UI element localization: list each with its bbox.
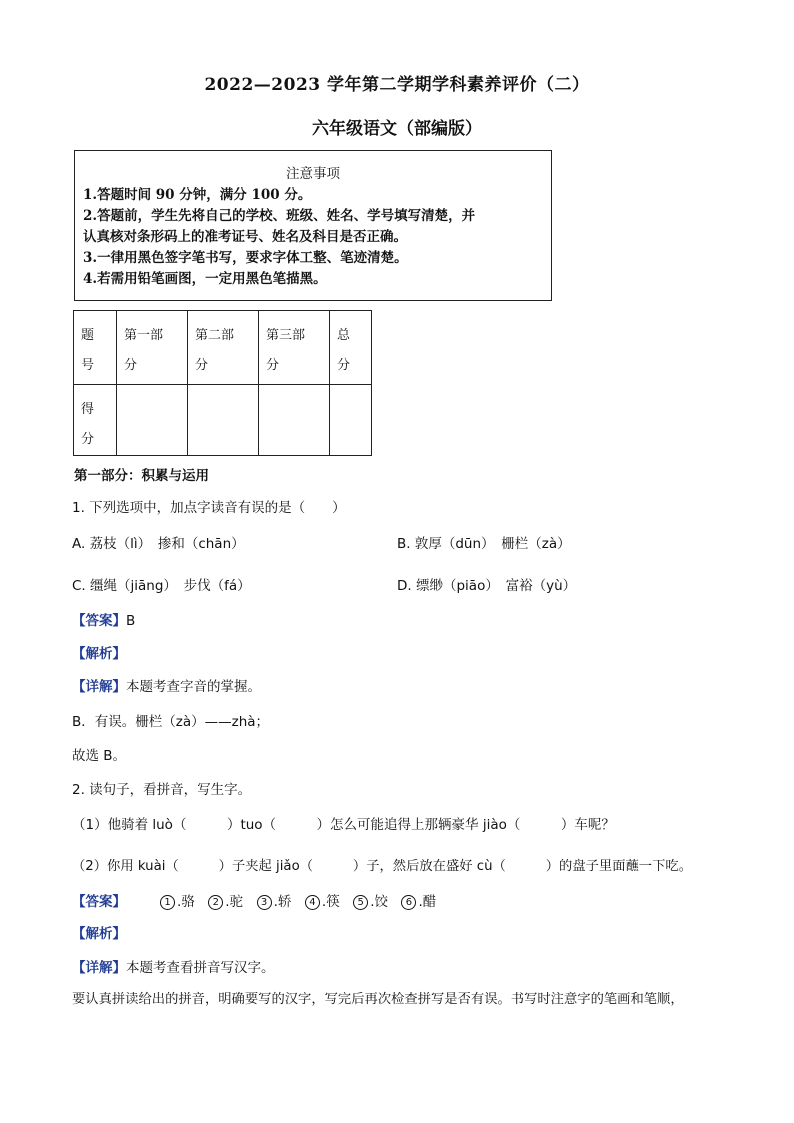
answer-tag: 【答案】: [72, 894, 126, 910]
header-cell: 第一部 分: [117, 311, 188, 385]
section-title: 第一部分：积累与运用: [74, 468, 209, 484]
detail-text: 本题考查字音的掌握。: [126, 679, 261, 695]
exam-subtitle: 六年级语文（部编版）: [312, 119, 482, 139]
answer-item: 1 .骆: [160, 894, 195, 910]
notice-title: 注意事项: [286, 166, 340, 182]
q1-option-c: C. 缰绳（jiāng） 步伐（fá）: [72, 578, 251, 594]
q1-option-a: A. 荔枝（lì） 掺和（chān）: [72, 536, 245, 552]
answer-tag: 【答案】: [72, 613, 126, 629]
notice-item: 3.一律用黑色签字笔书写，要求字体工整、笔迹清楚。: [83, 250, 408, 266]
answer-item: 6 .醋: [401, 894, 436, 910]
answer-item: 4 .筷: [305, 894, 340, 910]
answer-value: B: [126, 613, 136, 629]
header-cell: 总 分: [330, 311, 372, 385]
notice-item: 1.答题时间 90 分钟，满分 100 分。: [83, 187, 312, 203]
q1-analysis-tag: 【解析】: [72, 646, 126, 662]
q2-explain-line: 要认真拼读给出的拼音，明确要写的汉字，写完后再次检查拼写是否有误。书写时注意字的笔画和笔顺，: [72, 992, 684, 1007]
q1-option-b: B. 敦厚（dūn） 栅栏（zà）: [397, 536, 571, 552]
score-table: [73, 310, 372, 456]
q2-sentence-1: （1）他骑着 luò（ ）tuo（ ）怎么可能追得上那辆豪华 jiào（ ）车呢？: [72, 817, 615, 833]
notice-item: 2.答题前，学生先将自己的学校、班级、姓名、学号填写清楚，并: [83, 208, 476, 224]
score-cell[interactable]: [117, 385, 188, 456]
notice-box: [74, 150, 552, 301]
answer-item: 3 .轿: [257, 894, 292, 910]
header-cell: 题 号: [74, 311, 117, 385]
detail-text: 本题考查看拼音写汉字。: [126, 960, 275, 976]
q2-analysis-tag: 【解析】: [72, 926, 126, 942]
q1-answer: [72, 609, 135, 629]
answer-item: 2 .驼: [208, 894, 243, 910]
score-cell[interactable]: [188, 385, 259, 456]
q2-answer: [72, 890, 436, 910]
score-table-header-row: [74, 311, 372, 385]
q2-detail: [72, 956, 275, 976]
header-cell: 第二部 分: [188, 311, 259, 385]
detail-tag: 【详解】: [72, 679, 126, 695]
notice-item: 认真核对条形码上的准考证号、姓名及科目是否正确。: [83, 229, 407, 245]
score-cell[interactable]: [259, 385, 330, 456]
notice-item: 4.若需用铅笔画图，一定用黑色笔描黑。: [83, 271, 327, 287]
q1-conclusion: 故选 B。: [72, 748, 127, 764]
answer-item: 5 .饺: [353, 894, 388, 910]
header-cell: 第三部 分: [259, 311, 330, 385]
q2-sentence-2: （2）你用 kuài（ ）子夹起 jiǎo（ ）子，然后放在盛好 cù（ ）的盘子里面蘸一下吃。: [72, 859, 692, 874]
q1-detail: [72, 675, 261, 695]
row-label-cell: 得 分: [74, 385, 117, 456]
exam-title: 2022—2023 学年第二学期学科素养评价（二）: [204, 75, 590, 95]
score-cell[interactable]: [330, 385, 372, 456]
q1-explain-line: B．有误。栅栏（zà）——zhà；: [72, 714, 270, 730]
q2-stem: 2. 读句子，看拼音，写生字。: [72, 782, 252, 798]
score-table-row: [74, 385, 372, 456]
q1-stem: 1. 下列选项中，加点字读音有误的是（ ）: [72, 500, 346, 516]
q1-option-d: D. 缥缈（piāo） 富裕（yù）: [397, 578, 577, 594]
detail-tag: 【详解】: [72, 960, 126, 976]
